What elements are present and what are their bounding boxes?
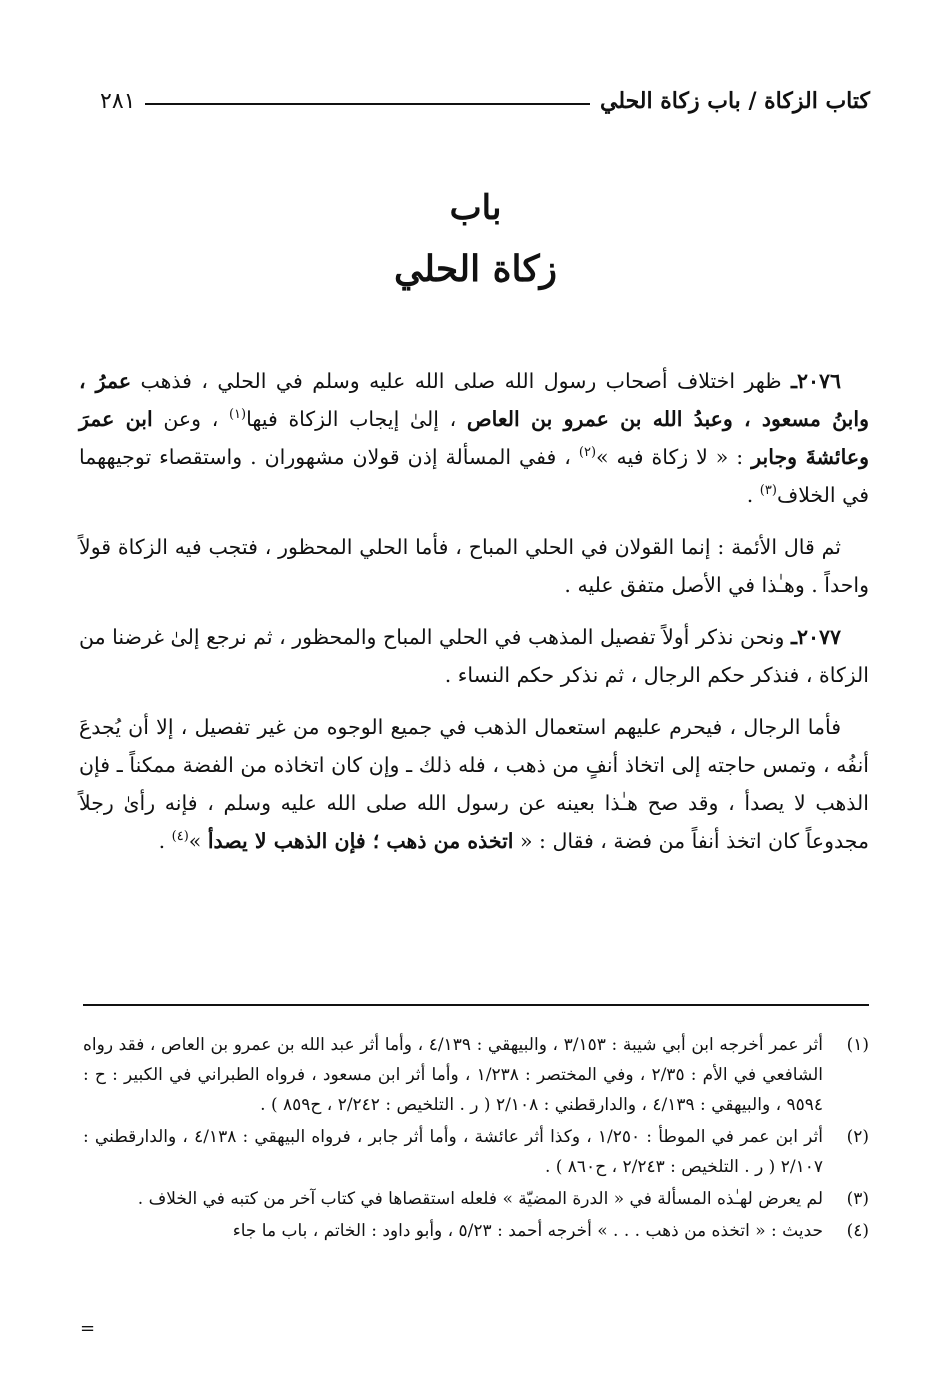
footnote-item — [83, 1122, 869, 1182]
footnote-ref[interactable]: (٤) — [171, 829, 189, 845]
header-rule — [145, 103, 590, 105]
bold-names: عمرُ ، وابنُ مسعود ، وعبدُ الله بن عمرو بن العاص — [79, 369, 869, 431]
paragraph-2077 — [79, 618, 869, 694]
paragraph-text: » — [188, 829, 208, 853]
paragraph-text: . — [158, 829, 172, 853]
paragraph-text: . — [746, 483, 760, 507]
running-header-title: كتاب الزكاة / باب زكاة الحلي — [599, 88, 870, 114]
paragraph-text: : « لا زكاة فيه » — [596, 445, 752, 469]
page-number: ٢٨١ — [100, 88, 136, 114]
footnote-ref[interactable]: (١) — [228, 407, 247, 423]
footnote-ref[interactable]: (٣) — [759, 483, 777, 499]
footnote-mark: (٣) — [846, 1189, 869, 1209]
footnote-text: أثر عمر أخرجه ابن أبي شيبة : ٣/١٥٣ ، والبيهقي : ٤/١٣٩ ، وأما أثر عبد الله بن عمرو بن العاص ، فقد رواه الشافعي في الأم : ٢/٣٥ ، وفي المختصر : ١/٢٣٨ ، وأما أثر ابن مسعود ، فرواه الطبراني في الكبير : ح : ٩٥٩٤ ، والبيهقي : ٤/١٣٩ ، والدارقطني : ٢/١٠٨ ( ر . التلخيص : ٢/٢٤٢ ، ح٨٥٩ ) . — [83, 1035, 824, 1115]
paragraph-number: ٢٠٧٧ـ — [790, 625, 841, 649]
chapter-heading — [0, 180, 951, 302]
hadith-quote: اتخذه من ذهب ؛ فإن الذهب لا يصدأ — [207, 829, 514, 853]
bold-names: ابن عمرَ وعائشةَ وجابر — [79, 407, 869, 469]
chapter-word: باب — [449, 188, 502, 228]
footnote-mark: (٤) — [846, 1221, 869, 1241]
paragraph-imams: ثم قال الأئمة : إنما القولان في الحلي المباح ، فأما الحلي المحظور ، فتجب فيه الزكاة قولاً واحداً . وهـٰذا في الأصل متفق عليه . — [79, 535, 869, 597]
body-text — [79, 362, 869, 874]
footnote-ref[interactable]: (٢) — [578, 445, 597, 461]
paragraph-text: ، إلىٰ إيجاب الزكاة فيها — [246, 407, 467, 431]
running-header — [100, 84, 870, 118]
footnote-item — [83, 1216, 869, 1246]
footnote-item — [83, 1030, 869, 1120]
paragraph-men — [79, 708, 869, 860]
paragraph-text: ونحن نذكر أولاً تفصيل المذهب في الحلي المباح والمحظور ، ثم نرجع إلىٰ غرضنا من الزكاة ، فنذكر حكم الرجال ، ثم نذكر حكم النساء . — [79, 625, 869, 687]
footnotes — [83, 1030, 869, 1248]
chapter-title: زكاة الحلي — [393, 248, 558, 290]
paragraph-text: فأما الرجال ، فيحرم عليهم استعمال الذهب في جميع الوجوه من غير تفصيل ، إلا أن يُجدعَ أنفُه ، وتمس حاجته إلى اتخاذ أنفٍ من ذهب ، فله ذلك ـ وإن كان اتخاذه من الفضة ممكناً ـ فإن الذهب لا يصدأ ، وقد صح هـٰذا بعينه عن رسول الله صلى الله عليه وسلم ، فإنه رأىٰ رجلاً مجدوعاً كان اتخذ أنفاً من فضة ، فقال : « — [79, 715, 869, 853]
footnote-mark: (١) — [846, 1035, 869, 1055]
footnote-divider — [83, 1004, 869, 1006]
paragraph-number: ٢٠٧٦ـ — [790, 369, 841, 393]
continuation-mark: = — [80, 1318, 96, 1339]
paragraph-text: ، ففي المسألة إذن قولان مشهوران . واستقصاء توجيههما في الخلاف — [79, 445, 869, 507]
paragraph-text: ظهر اختلاف أصحاب رسول الله صلى الله عليه وسلم في الحلي ، فذهب — [131, 369, 791, 393]
paragraph-text: ، وعن — [152, 407, 229, 431]
footnote-text: حديث : « اتخذه من ذهب . . . » أخرجه أحمد : ٥/٢٣ ، وأبو داود : الخاتم ، باب ما جاء — [232, 1221, 823, 1241]
paragraph-2076 — [79, 362, 869, 514]
footnote-item — [83, 1184, 869, 1214]
footnote-mark: (٢) — [846, 1127, 869, 1147]
footnote-text: أثر ابن عمر في الموطأ : ١/٢٥٠ ، وكذا أثر عائشة ، وأما أثر جابر ، فرواه البيهقي : ٤/١٣٨ ، والدارقطني : ٢/١٠٧ ( ر . التلخيص : ٢/٢٤٣ ، ح٨٦٠ ) . — [83, 1127, 823, 1177]
footnote-text: لم يعرض لهـٰذه المسألة في « الدرة المضيّة » فلعله استقصاها في كتاب آخر من كتبه في الخلاف . — [137, 1189, 823, 1209]
